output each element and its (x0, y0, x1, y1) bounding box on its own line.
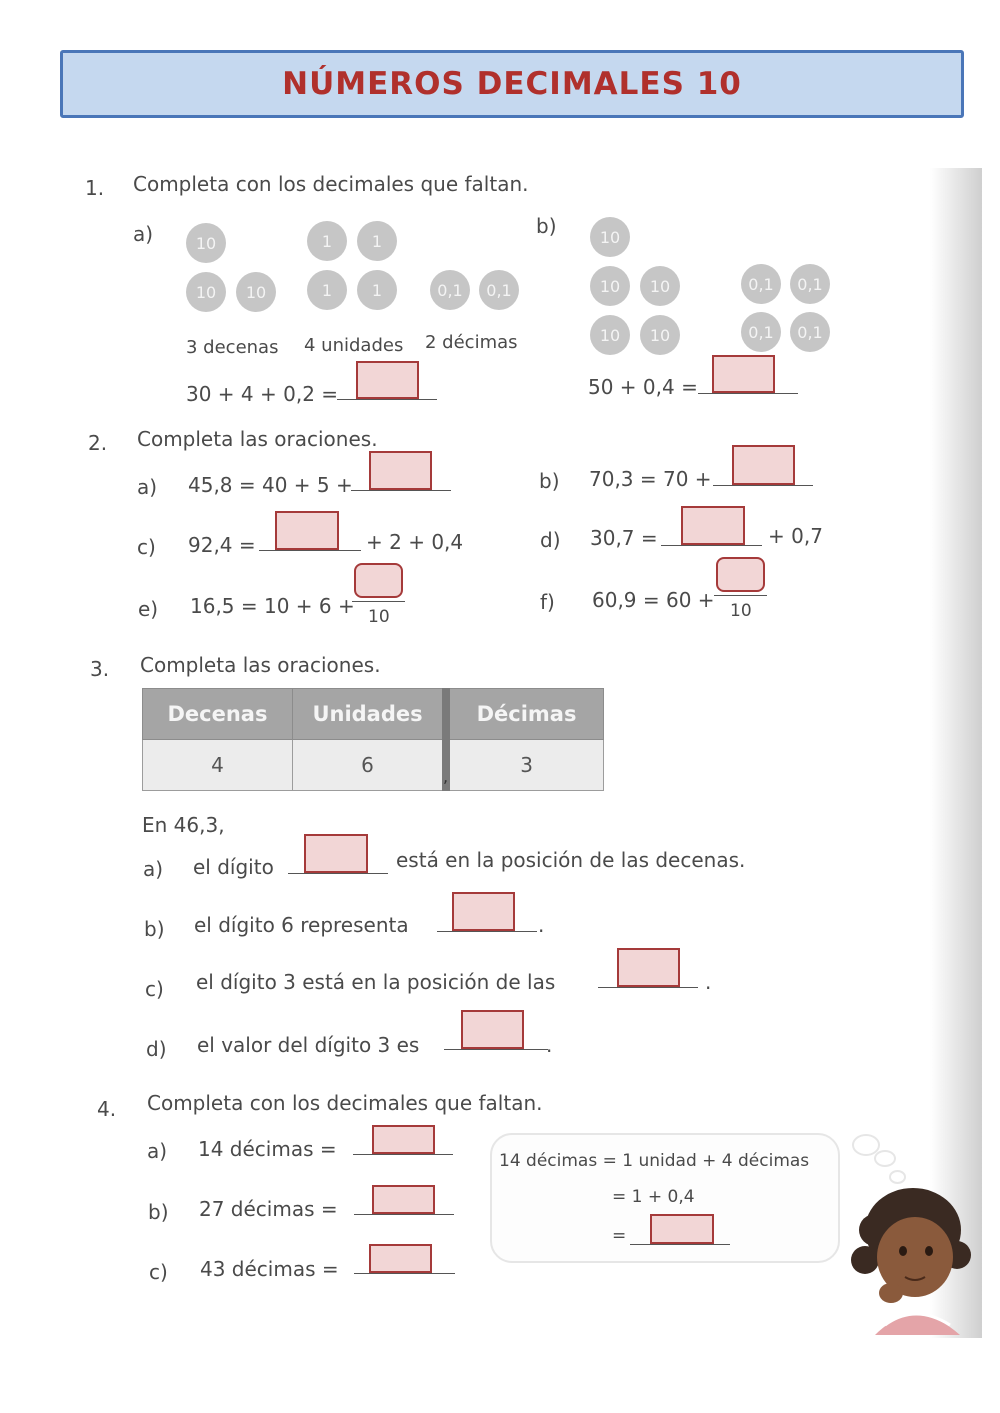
cell-decimas: 3 (446, 740, 603, 791)
coin-ten: 10 (186, 272, 226, 312)
ex3-intro: En 46,3, (142, 813, 225, 837)
ex2-b-text: 70,3 = 70 + (589, 467, 712, 491)
ex3-d-label: d) (146, 1037, 167, 1061)
ex2-a-text: 45,8 = 40 + 5 + (188, 473, 353, 497)
ex2-c-right: + 2 + 0,4 (366, 530, 464, 554)
coin-ten: 10 (186, 223, 226, 263)
ex4-a-text: 14 décimas = (198, 1137, 337, 1161)
ex1-b-label: b) (536, 214, 557, 238)
coin-ten: 10 (590, 266, 630, 306)
ex1-a-equation: 30 + 4 + 0,2 = (186, 382, 339, 406)
coin-ten: 10 (590, 315, 630, 355)
coin-tenth: 0,1 (790, 312, 830, 352)
ex3-b-right: . (538, 913, 545, 937)
answer-line (288, 873, 388, 874)
ex2-c-left: 92,4 = (188, 533, 256, 557)
ex2-instruction: Completa las oraciones. (137, 427, 378, 451)
coin-one: 1 (357, 221, 397, 261)
answer-line (354, 1273, 455, 1274)
answer-line (337, 399, 437, 400)
ex4-b-label: b) (148, 1200, 169, 1224)
ex1-b-answer-box[interactable] (712, 355, 775, 393)
answer-line (437, 931, 537, 932)
coin-tenth: 0,1 (741, 312, 781, 352)
cell-decenas: 4 (143, 740, 293, 791)
ex3-a-answer-box[interactable] (304, 834, 368, 873)
ex2-b-label: b) (539, 469, 560, 493)
ex2-c-answer-box[interactable] (275, 511, 339, 550)
title-banner (60, 50, 964, 118)
answer-line (598, 987, 698, 988)
ex4-b-text: 27 décimas = (199, 1197, 338, 1221)
ex2-e-label: e) (138, 597, 159, 621)
label-tens: 3 decenas (186, 337, 279, 358)
ex3-b-label: b) (144, 917, 165, 941)
place-value-table (142, 688, 604, 791)
ex2-e-numerator-box[interactable] (354, 563, 403, 598)
ex3-instruction: Completa las oraciones. (140, 653, 381, 677)
label-tenths: 2 décimas (425, 332, 518, 353)
ex1-a-label: a) (133, 222, 154, 246)
ex2-d-answer-box[interactable] (681, 506, 745, 545)
ex2-f-numerator-box[interactable] (716, 557, 765, 592)
coin-ten: 10 (640, 266, 680, 306)
answer-line (351, 490, 451, 491)
ex3-b-left: el dígito 6 representa (194, 913, 409, 937)
ex2-a-label: a) (137, 475, 158, 499)
coin-one: 1 (307, 270, 347, 310)
coin-one: 1 (357, 270, 397, 310)
answer-line (713, 485, 813, 486)
ex4-c-label: c) (149, 1260, 168, 1284)
coin-one: 1 (307, 221, 347, 261)
hint-answer-box[interactable] (650, 1214, 714, 1244)
ex3-b-answer-box[interactable] (452, 892, 515, 931)
header-unidades: Unidades (292, 689, 446, 740)
answer-line (661, 545, 762, 546)
coin-tenth: 0,1 (430, 270, 470, 310)
girl-illustration (845, 1185, 980, 1335)
answer-line (630, 1244, 730, 1245)
table-header-row (143, 689, 604, 740)
ex4-c-answer-box[interactable] (369, 1244, 432, 1273)
header-decenas: Decenas (143, 689, 293, 740)
ex3-c-left: el dígito 3 está en la posición de las (196, 970, 556, 994)
ex2-f-denominator: 10 (730, 601, 752, 621)
ex3-c-label: c) (145, 977, 164, 1001)
ex1-number: 1. (85, 176, 105, 200)
coin-tenth: 0,1 (479, 270, 519, 310)
answer-line (259, 550, 361, 551)
ex2-d-left: 30,7 = (590, 526, 658, 550)
coin-ten: 10 (640, 315, 680, 355)
fraction-bar (352, 601, 405, 602)
ex3-a-label: a) (143, 857, 164, 881)
ex2-number: 2. (88, 431, 108, 455)
hint-line-3: = (612, 1226, 627, 1246)
ex2-c-label: c) (137, 535, 156, 559)
table-row (143, 740, 604, 791)
hint-line-1: 14 décimas = 1 unidad + 4 décimas (499, 1151, 810, 1171)
coin-tenth: 0,1 (741, 264, 781, 304)
ex4-b-answer-box[interactable] (372, 1185, 435, 1214)
ex2-f-label: f) (540, 590, 555, 614)
cell-unidades-value: 6 (361, 753, 374, 777)
ex1-instruction: Completa con los decimales que faltan. (133, 172, 529, 196)
ex3-c-answer-box[interactable] (617, 948, 680, 987)
coin-ten: 10 (590, 217, 630, 257)
answer-line (444, 1049, 548, 1050)
ex3-c-right: . (705, 970, 712, 994)
ex2-e-denominator: 10 (368, 607, 390, 627)
hint-line-2: = 1 + 0,4 (612, 1187, 695, 1207)
ex4-c-text: 43 décimas = (200, 1257, 339, 1281)
ex4-a-answer-box[interactable] (372, 1125, 435, 1154)
coin-tenth: 0,1 (790, 264, 830, 304)
answer-line (354, 1214, 454, 1215)
fraction-bar (714, 595, 767, 596)
ex4-number: 4. (97, 1097, 117, 1121)
thought-bubble-dot (874, 1150, 896, 1167)
ex4-a-label: a) (147, 1139, 168, 1163)
answer-line (353, 1154, 453, 1155)
ex3-number: 3. (90, 657, 110, 681)
page-edge-shadow (930, 168, 982, 1338)
ex4-instruction: Completa con los decimales que faltan. (147, 1091, 543, 1115)
ex2-a-answer-box[interactable] (369, 451, 432, 490)
coin-ten: 10 (236, 272, 276, 312)
ex3-a-left: el dígito (193, 855, 274, 879)
ex3-d-left: el valor del dígito 3 es (197, 1033, 420, 1057)
ex1-b-equation: 50 + 0,4 = (588, 375, 698, 399)
answer-line (698, 393, 798, 394)
ex2-d-label: d) (540, 528, 561, 552)
header-decimas: Décimas (446, 689, 603, 740)
label-units: 4 unidades (304, 335, 404, 356)
cell-unidades (292, 740, 449, 791)
ex3-d-right: . (546, 1033, 553, 1057)
decimal-comma: , (443, 767, 449, 786)
page-title: NÚMEROS DECIMALES 10 (282, 66, 742, 102)
thought-bubble-dot (889, 1170, 906, 1184)
ex2-d-right: + 0,7 (768, 524, 823, 548)
ex3-d-answer-box[interactable] (461, 1010, 524, 1049)
ex3-a-right: está en la posición de las decenas. (396, 848, 746, 872)
ex2-b-answer-box[interactable] (732, 445, 795, 485)
ex2-f-text: 60,9 = 60 + (592, 588, 715, 612)
ex1-a-answer-box[interactable] (356, 361, 419, 399)
ex2-e-text: 16,5 = 10 + 6 + (190, 594, 355, 618)
